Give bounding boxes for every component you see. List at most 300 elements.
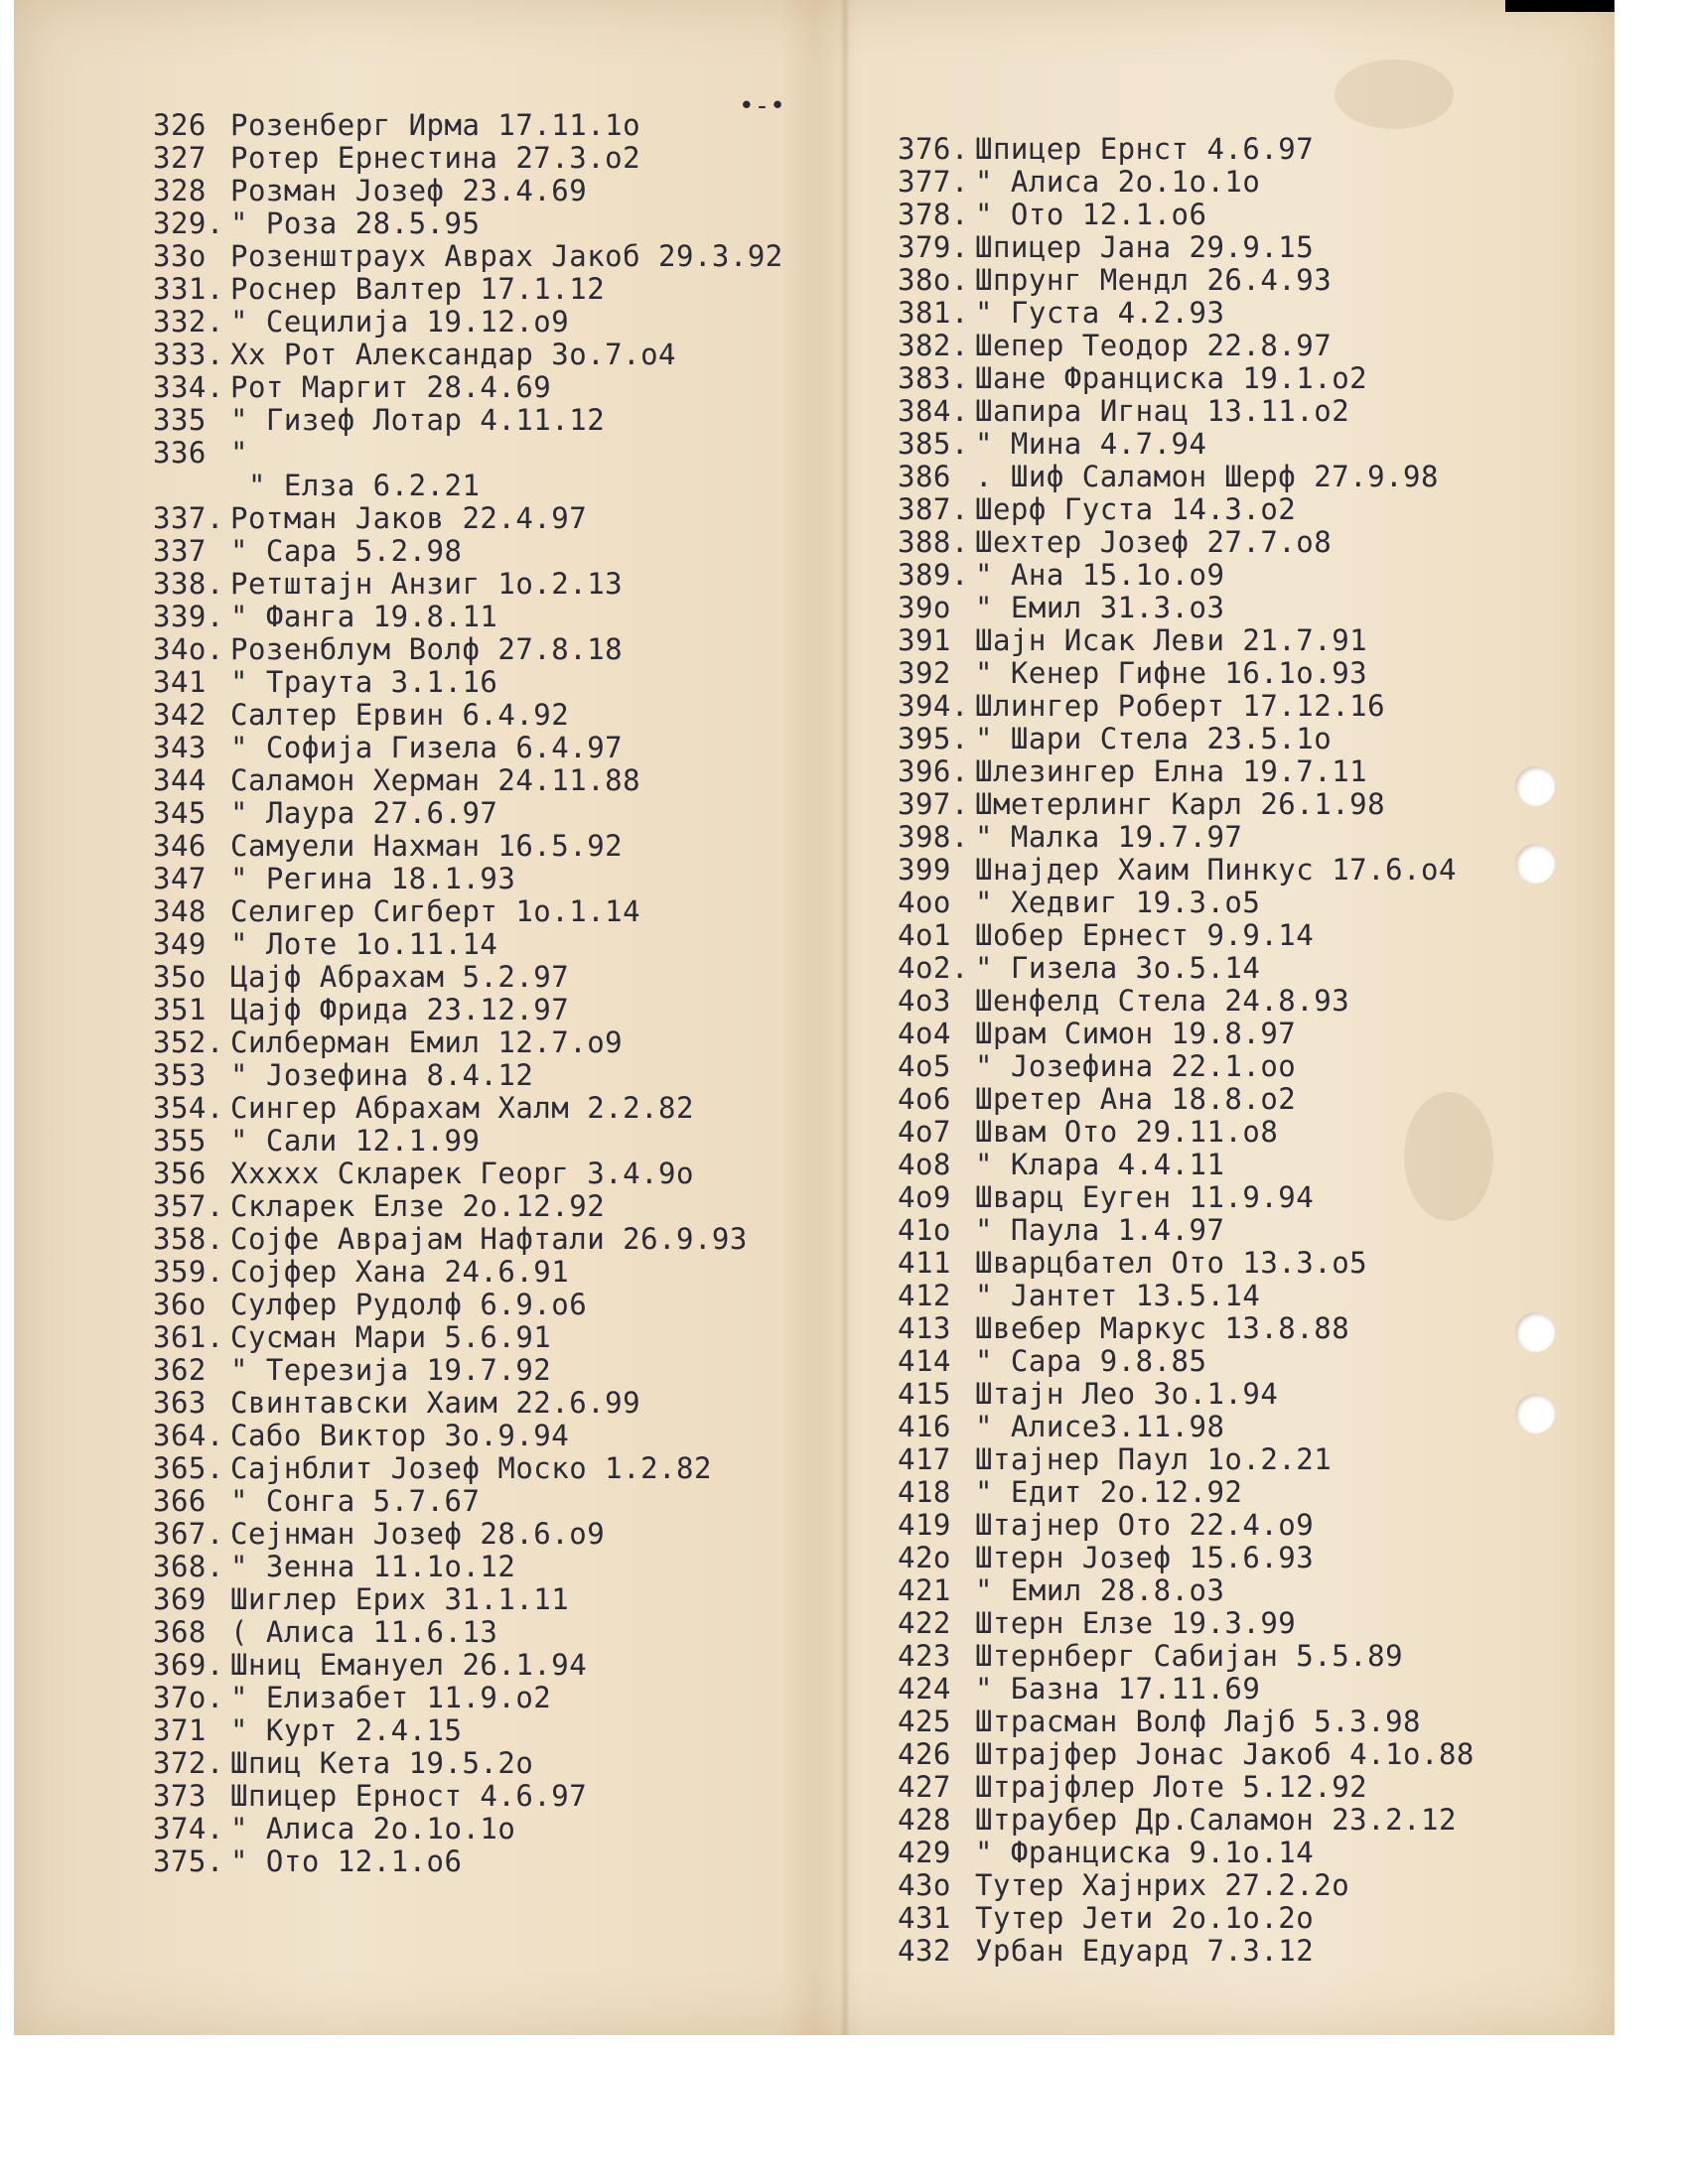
entry-text: " Траута 3.1.16 (230, 665, 498, 699)
entry-number: 376. (898, 132, 969, 166)
entry-text: " Малка 19.7.97 (975, 820, 1243, 854)
list-item (153, 863, 783, 895)
list-item (898, 1706, 1475, 1738)
entry-text: " Едит 2o.12.92 (975, 1475, 1243, 1509)
entry-number: 423 (898, 1639, 951, 1673)
entry-text: " Густа 4.2.93 (975, 296, 1225, 330)
entry-number: 362 (153, 1353, 207, 1387)
entry-number: 354. (153, 1091, 224, 1125)
entry-text: Свинтавски Хаим 22.6.99 (230, 1386, 641, 1420)
entry-text: " Ото 12.1.o6 (975, 198, 1207, 231)
list-item (898, 690, 1475, 723)
scan-edge-bar (1505, 0, 1615, 12)
list-item (153, 1714, 783, 1747)
entry-number: 418 (898, 1475, 951, 1509)
entry-number: 373 (153, 1779, 207, 1813)
entry-number: 328 (153, 174, 207, 207)
entry-number: 39o (898, 591, 951, 624)
list-item (898, 919, 1475, 952)
entry-text: Шнајдер Хаим Пинкус 17.6.o4 (975, 853, 1457, 887)
list-item (898, 1345, 1475, 1378)
list-item (898, 1574, 1475, 1607)
entry-text: Шретер Ана 18.8.o2 (975, 1082, 1297, 1116)
entry-text: Шпицер Ерност 4.6.97 (230, 1779, 588, 1813)
entry-number: 412 (898, 1279, 951, 1312)
entry-text: Шметерлинг Карл 26.1.98 (975, 787, 1386, 821)
entry-number: 335 (153, 403, 207, 437)
entry-text: " Мина 4.7.94 (975, 427, 1207, 461)
list-item (153, 1092, 783, 1125)
list-item (898, 1018, 1475, 1050)
entry-text: Штајн Лео 3o.1.94 (975, 1377, 1279, 1411)
entry-text: " Базна 17.11.69 (975, 1672, 1261, 1706)
list-item (898, 264, 1475, 297)
list-item (898, 1640, 1475, 1673)
entry-number: 334. (153, 370, 224, 404)
list-item (898, 1738, 1475, 1771)
list-item (153, 1026, 783, 1059)
entry-text: " Клара 4.4.11 (975, 1148, 1225, 1181)
entry-number: 424 (898, 1672, 951, 1706)
entry-number: 385. (898, 427, 969, 461)
entry-number: 374. (153, 1812, 224, 1845)
list-item (898, 624, 1475, 657)
entry-number: 382. (898, 329, 969, 362)
list-item (153, 830, 783, 863)
entry-text: Шенфелд Стела 24.8.93 (975, 984, 1350, 1018)
list-item (898, 1673, 1475, 1706)
entry-number: 413 (898, 1311, 951, 1345)
entry-number: 4o3 (898, 984, 951, 1018)
entry-number: 392 (898, 656, 951, 690)
list-item (153, 502, 783, 535)
list-item (153, 961, 783, 994)
entry-number: 375. (153, 1844, 224, 1878)
entry-number: 4o9 (898, 1180, 951, 1214)
entry-text: " Јозефина 8.4.12 (230, 1058, 534, 1092)
list-item (898, 526, 1475, 559)
entry-text: Шпицер Јана 29.9.15 (975, 230, 1315, 264)
list-item (153, 109, 783, 142)
list-item (153, 1256, 783, 1289)
entry-number: 337. (153, 501, 224, 535)
list-item (153, 797, 783, 830)
entry-text: Ротер Ернестина 27.3.o2 (230, 141, 641, 175)
entry-number: 337 (153, 534, 207, 568)
entry-number: 397. (898, 787, 969, 821)
entry-text: " Курт 2.4.15 (230, 1713, 463, 1747)
entry-number: 358. (153, 1222, 224, 1256)
entry-text: " Емил 31.3.o3 (975, 591, 1225, 624)
entry-text: " Софија Гизела 6.4.97 (230, 731, 624, 764)
entry-text: Роснер Валтер 17.1.12 (230, 272, 606, 306)
entry-text: Селигер Сигберт 1o.1.14 (230, 894, 641, 928)
list-item (153, 1485, 783, 1518)
entry-number: 422 (898, 1606, 951, 1640)
entry-number: 4o1 (898, 918, 951, 952)
entry-text: Самуели Нахман 16.5.92 (230, 829, 624, 863)
entry-text: Шобер Ернест 9.9.14 (975, 918, 1315, 952)
punch-hole (1515, 1312, 1555, 1352)
entry-text: " Ана 15.1o.o9 (975, 558, 1225, 592)
list-item (898, 1869, 1475, 1902)
list-item (898, 1050, 1475, 1083)
entry-text: Сојфе Авраjам Нафтали 26.9.93 (230, 1222, 748, 1256)
entry-text: Шпрунг Мендл 26.4.93 (975, 263, 1333, 297)
entry-text: Штернберг Сабијан 5.5.89 (975, 1639, 1404, 1673)
paper-stain (1335, 60, 1454, 129)
list-item (898, 1149, 1475, 1181)
list-item (153, 928, 783, 961)
list-item (153, 1420, 783, 1452)
list-item (153, 1583, 783, 1616)
list-item (153, 1813, 783, 1845)
entry-text: " (230, 436, 248, 470)
entry-text: Штерн Елзе 19.3.99 (975, 1606, 1297, 1640)
entry-number: 37o. (153, 1681, 224, 1714)
punch-hole (1515, 766, 1555, 806)
entry-text: Штрасман Волф Лајб 5.3.98 (975, 1705, 1421, 1738)
entry-text: Ххххх Скларек Георг 3.4.9o (230, 1157, 694, 1190)
entry-number: 369. (153, 1648, 224, 1682)
entry-text: Шајн Исак Леви 21.7.91 (975, 623, 1368, 657)
list-item (898, 395, 1475, 428)
list-item (898, 133, 1475, 166)
list-item (153, 699, 783, 732)
entry-number: 355 (153, 1124, 207, 1158)
entry-text: " Гизела 3o.5.14 (975, 951, 1261, 985)
entry-number: 4o4 (898, 1017, 951, 1050)
entry-number: 326 (153, 108, 207, 142)
list-item (898, 297, 1475, 330)
entry-number: 343 (153, 731, 207, 764)
list-item (898, 1935, 1475, 1968)
entry-number: 35o (153, 960, 207, 994)
entry-number: 367. (153, 1517, 224, 1551)
list-item (898, 362, 1475, 395)
right-column-list (898, 133, 1475, 1968)
entry-text: " Зенна 11.1o.12 (230, 1550, 516, 1583)
entry-text: . Шиф Саламон Шерф 27.9.98 (975, 460, 1439, 493)
entry-number: 365. (153, 1451, 224, 1485)
entry-number: 336 (153, 436, 207, 470)
entry-number: 369 (153, 1582, 207, 1616)
entry-text: " Елизабет 11.9.o2 (230, 1681, 552, 1714)
entry-text: " Хедвиг 19.3.o5 (975, 886, 1261, 919)
entry-text: " Роза 28.5.95 (230, 206, 481, 240)
list-item (898, 199, 1475, 231)
list-item (898, 1902, 1475, 1935)
list-item (153, 1649, 783, 1682)
list-item (898, 166, 1475, 199)
list-item (153, 1551, 783, 1583)
list-item (898, 428, 1475, 461)
entry-text: " Сали 12.1.99 (230, 1124, 481, 1158)
entry-number: 368. (153, 1550, 224, 1583)
entry-text: " Сецилија 19.12.o9 (230, 305, 570, 339)
entry-number: 353 (153, 1058, 207, 1092)
list-item (898, 1181, 1475, 1214)
entry-text: Шехтер Јозеф 27.7.o8 (975, 525, 1333, 559)
list-item (898, 985, 1475, 1018)
entry-number: 368 (153, 1615, 207, 1649)
list-item (898, 1509, 1475, 1542)
list-item (153, 994, 783, 1026)
entry-text: Урбан Едуард 7.3.12 (975, 1934, 1315, 1968)
entry-number: 38o. (898, 263, 969, 297)
entry-text: Саламон Херман 24.11.88 (230, 763, 641, 797)
list-item (153, 437, 783, 470)
entry-text: " Кенер Гифне 16.1o.93 (975, 656, 1368, 690)
entry-text: Шлезингер Елна 19.7.11 (975, 754, 1368, 788)
list-item (153, 142, 783, 175)
entry-number: 366 (153, 1484, 207, 1518)
entry-number: 4o6 (898, 1082, 951, 1116)
entry-text: " Шари Стела 23.5.1o (975, 722, 1333, 755)
entry-number: 386 (898, 460, 951, 493)
entry-text: Хх Рот Александар 3o.7.o4 (230, 338, 676, 371)
entry-number: 396. (898, 754, 969, 788)
entry-number: 398. (898, 820, 969, 854)
list-item (153, 1289, 783, 1321)
entry-number: 331. (153, 272, 224, 306)
entry-number: 431 (898, 1901, 951, 1935)
list-item (898, 461, 1475, 493)
list-item (153, 371, 783, 404)
entry-number: 417 (898, 1442, 951, 1476)
entry-number: 425 (898, 1705, 951, 1738)
entry-text: " Елза 6.2.21 (230, 469, 481, 502)
list-item (153, 470, 783, 502)
entry-number: 351 (153, 993, 207, 1026)
left-column-list (153, 109, 783, 1878)
entry-text: Сејнман Јозеф 28.6.o9 (230, 1517, 606, 1551)
entry-text: Шане Франциска 19.1.o2 (975, 361, 1368, 395)
entry-text: Шепер Теодор 22.8.97 (975, 329, 1333, 362)
entry-text: Штрајфлер Лоте 5.12.92 (975, 1770, 1368, 1804)
punch-hole (1515, 1394, 1555, 1433)
list-item (898, 1443, 1475, 1476)
entry-text: " Регина 18.1.93 (230, 862, 516, 895)
list-item (153, 339, 783, 371)
entry-text: Сингер Абрахам Халм 2.2.82 (230, 1091, 694, 1125)
entry-number: 33o (153, 239, 207, 273)
entry-text: " Алиса 2o.1o.1o (975, 165, 1261, 199)
entry-text: Штерн Јозеф 15.6.93 (975, 1541, 1315, 1574)
list-item (153, 207, 783, 240)
entry-text: Цајф Абрахам 5.2.97 (230, 960, 570, 994)
entry-text: Сојфер Хана 24.6.91 (230, 1255, 570, 1289)
entry-number: 346 (153, 829, 207, 863)
entry-number: 416 (898, 1410, 951, 1443)
entry-number: 428 (898, 1803, 951, 1837)
list-item (898, 854, 1475, 887)
entry-number: 381. (898, 296, 969, 330)
list-item (898, 493, 1475, 526)
entry-text: Тутер Јети 2o.1o.2o (975, 1901, 1315, 1935)
entry-text: Ротман Јаков 22.4.97 (230, 501, 588, 535)
entry-number: 345 (153, 796, 207, 830)
entry-number: 4o8 (898, 1148, 951, 1181)
list-item (153, 732, 783, 764)
entry-number: 342 (153, 698, 207, 732)
entry-text: " Сара 9.8.85 (975, 1344, 1207, 1378)
entry-number: 399 (898, 853, 951, 887)
list-item (153, 601, 783, 633)
list-item (898, 1771, 1475, 1804)
entry-text: " Сара 5.2.98 (230, 534, 463, 568)
list-item (153, 1223, 783, 1256)
entry-number: 415 (898, 1377, 951, 1411)
list-item (153, 306, 783, 339)
entry-text: Ретштајн Анзиг 1o.2.13 (230, 567, 624, 601)
list-item (153, 1452, 783, 1485)
entry-text: Шапира Игнац 13.11.o2 (975, 394, 1350, 428)
entry-number: 383. (898, 361, 969, 395)
list-item (153, 568, 783, 601)
entry-text: " Гизеф Лотар 4.11.12 (230, 403, 606, 437)
entry-text: Сусман Мари 5.6.91 (230, 1320, 552, 1354)
list-item (153, 1845, 783, 1878)
entry-text: Шрам Симон 19.8.97 (975, 1017, 1297, 1050)
list-item (153, 1387, 783, 1420)
list-item (153, 1158, 783, 1190)
list-item (153, 1321, 783, 1354)
entry-number: 347 (153, 862, 207, 895)
entry-text: " Паула 1.4.97 (975, 1213, 1225, 1247)
list-item (153, 240, 783, 273)
list-item (898, 788, 1475, 821)
list-item (898, 755, 1475, 788)
entry-text: Штрајфер Јонас Јакоб 4.1o.88 (975, 1737, 1475, 1771)
page-mark: •-• (739, 91, 785, 121)
entry-text: Розман Јозеф 23.4.69 (230, 174, 588, 207)
list-item (898, 657, 1475, 690)
list-item (898, 1083, 1475, 1116)
list-item (898, 330, 1475, 362)
list-item (898, 821, 1475, 854)
entry-text: Шпиц Кета 19.5.2o (230, 1746, 534, 1780)
entry-number: 364. (153, 1419, 224, 1452)
entry-number: 411 (898, 1246, 951, 1280)
list-item (898, 1378, 1475, 1411)
entry-text: " Алисе3.11.98 (975, 1410, 1225, 1443)
list-item (153, 175, 783, 207)
entry-text: " Фанга 19.8.11 (230, 600, 498, 633)
page-fold (840, 0, 850, 2035)
entry-text: " Лоте 1o.11.14 (230, 927, 498, 961)
entry-number: 429 (898, 1836, 951, 1869)
entry-number: 332. (153, 305, 224, 339)
entry-number: 419 (898, 1508, 951, 1542)
list-item (898, 952, 1475, 985)
entry-text: ( Алиса 11.6.13 (230, 1615, 498, 1649)
punch-hole (1515, 844, 1555, 884)
entry-text: " Јантет 13.5.14 (975, 1279, 1261, 1312)
entry-number: 387. (898, 492, 969, 526)
entry-text: " Емил 28.8.o3 (975, 1573, 1225, 1607)
list-item (898, 1607, 1475, 1640)
entry-text: Сулфер Рудолф 6.9.o6 (230, 1288, 588, 1321)
document-page (14, 0, 1615, 2035)
entry-number: 327 (153, 141, 207, 175)
list-item (898, 1280, 1475, 1312)
list-item (898, 1214, 1475, 1247)
entry-number: 394. (898, 689, 969, 723)
entry-number: 426 (898, 1737, 951, 1771)
list-item (898, 1804, 1475, 1837)
entry-text: Розенблум Волф 27.8.18 (230, 632, 624, 666)
entry-text: " Јозефина 22.1.oo (975, 1049, 1297, 1083)
entry-number: 361. (153, 1320, 224, 1354)
entry-number: 363 (153, 1386, 207, 1420)
entry-text: " Франциска 9.1o.14 (975, 1836, 1315, 1869)
entry-number: 329. (153, 206, 224, 240)
list-item (898, 1116, 1475, 1149)
entry-number: 378. (898, 198, 969, 231)
entry-number: 432 (898, 1934, 951, 1968)
list-item (898, 723, 1475, 755)
entry-number: 4oo (898, 886, 951, 919)
entry-number: 341 (153, 665, 207, 699)
entry-number: 389. (898, 558, 969, 592)
entry-text: Шпицер Ернст 4.6.97 (975, 132, 1315, 166)
entry-number: 42o (898, 1541, 951, 1574)
entry-number: 391 (898, 623, 951, 657)
list-item (898, 1837, 1475, 1869)
list-item (898, 559, 1475, 592)
list-item (898, 1542, 1475, 1574)
entry-text: Шварц Еуген 11.9.94 (975, 1180, 1315, 1214)
entry-number: 41o (898, 1213, 951, 1247)
entry-number: 339. (153, 600, 224, 633)
list-item (153, 666, 783, 699)
entry-number: 377. (898, 165, 969, 199)
list-item (153, 1682, 783, 1714)
entry-text: Сабо Виктор 3o.9.94 (230, 1419, 570, 1452)
entry-number: 34o. (153, 632, 224, 666)
entry-number: 352. (153, 1025, 224, 1059)
entry-number: 388. (898, 525, 969, 559)
entry-number: 356 (153, 1157, 207, 1190)
list-item (153, 535, 783, 568)
list-item (153, 764, 783, 797)
entry-number: 36o (153, 1288, 207, 1321)
entry-text: " Терезија 19.7.92 (230, 1353, 552, 1387)
entry-number: 338. (153, 567, 224, 601)
entry-text: Швебер Маркус 13.8.88 (975, 1311, 1350, 1345)
entry-number: 4o2. (898, 951, 969, 985)
entry-number: 344 (153, 763, 207, 797)
entry-number: 43o (898, 1868, 951, 1902)
entry-text: Штраубер Др.Саламон 23.2.12 (975, 1803, 1457, 1837)
entry-number: 372. (153, 1746, 224, 1780)
list-item (153, 1125, 783, 1158)
entry-text: Рот Маргит 28.4.69 (230, 370, 552, 404)
list-item (898, 1411, 1475, 1443)
list-item (153, 1190, 783, 1223)
entry-number: 333. (153, 338, 224, 371)
entry-number: 427 (898, 1770, 951, 1804)
entry-text: Тутер Хајнрих 27.2.2o (975, 1868, 1350, 1902)
list-item (153, 895, 783, 928)
list-item (898, 887, 1475, 919)
list-item (153, 1354, 783, 1387)
entry-text: Розенберг Ирма 17.11.1o (230, 108, 641, 142)
entry-text: " Сонга 5.7.67 (230, 1484, 481, 1518)
entry-text: Швам Ото 29.11.o8 (975, 1115, 1279, 1149)
entry-number: 371 (153, 1713, 207, 1747)
